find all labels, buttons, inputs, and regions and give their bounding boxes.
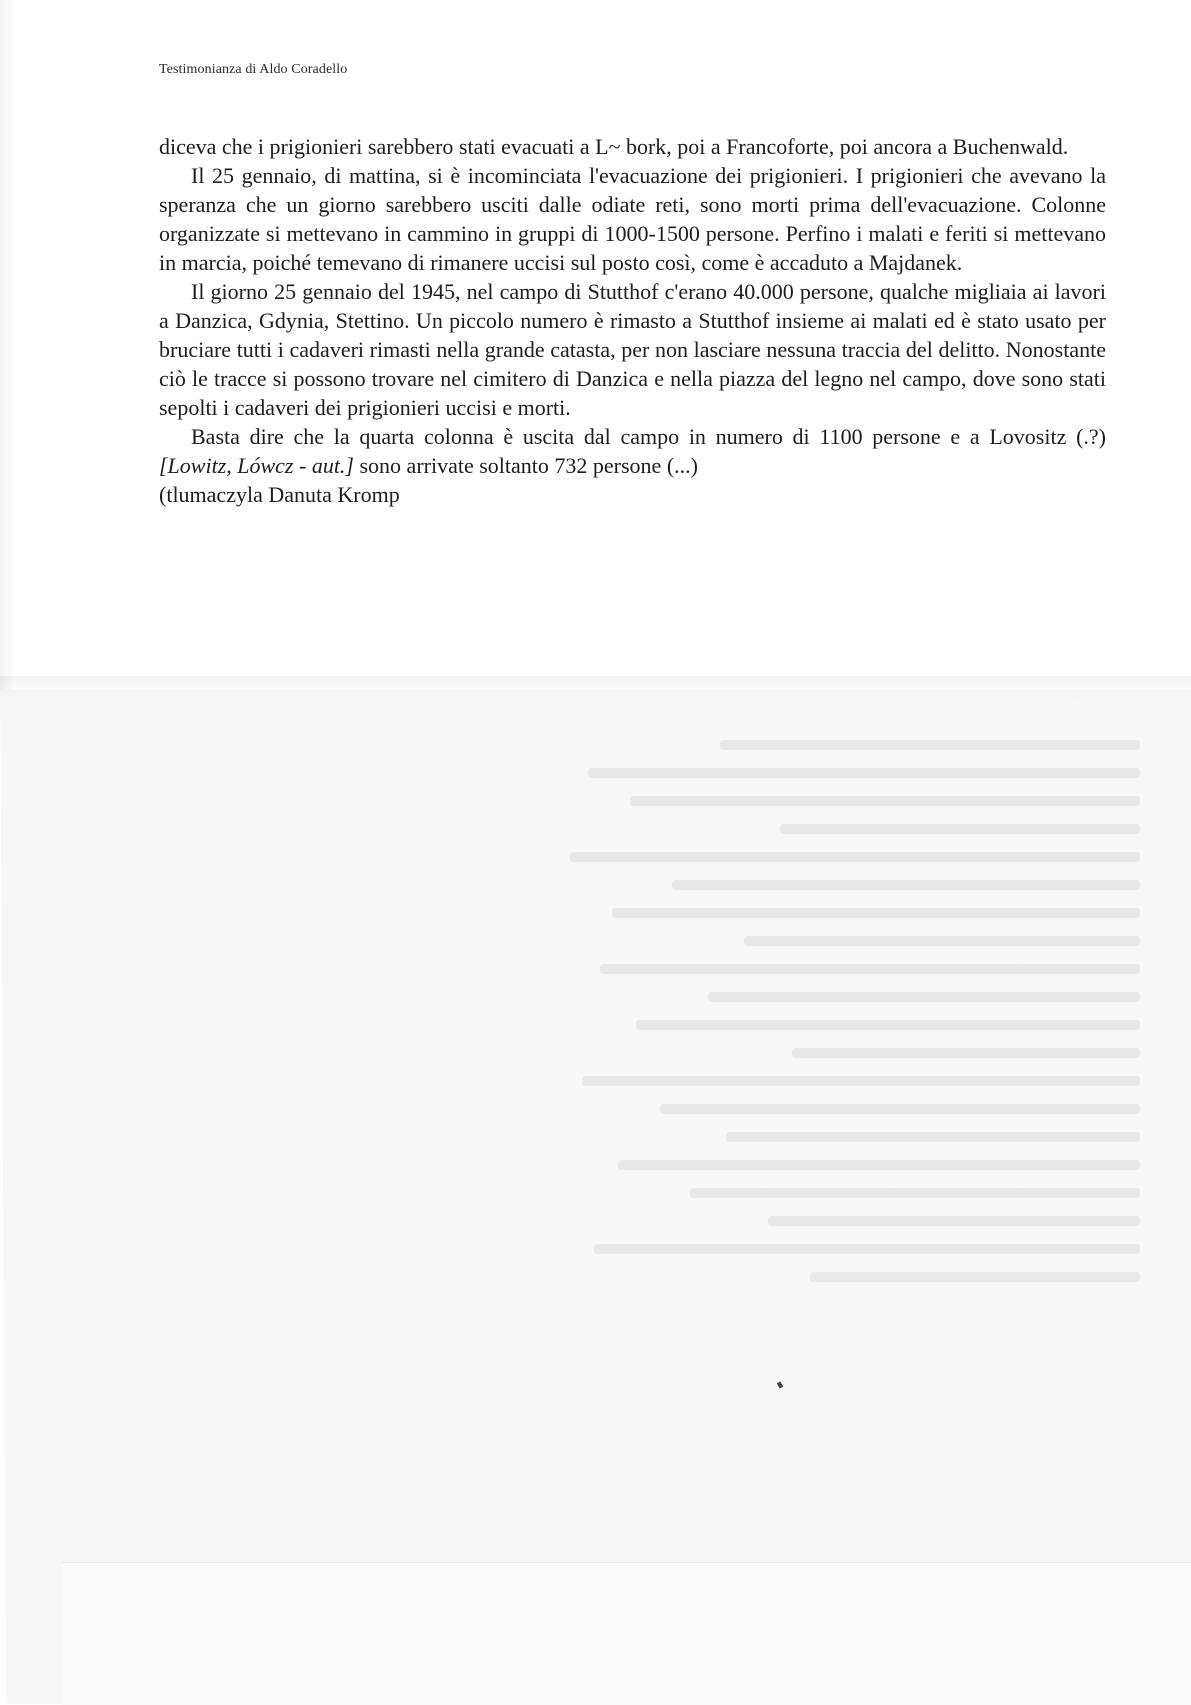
page-edge-shading xyxy=(0,0,14,690)
paragraph-continuation: diceva che i prigionieri sarebbero stati evacuati a L~ bork, poi a Francoforte, poi ancora a Buchenwald. xyxy=(159,134,1069,159)
paragraph-last xyxy=(159,422,1106,480)
page-overlap-shadow xyxy=(0,676,1191,698)
lower-page-fold xyxy=(62,1562,1191,1705)
paragraph: Il 25 gennaio, di mattina, si è incominciata l'evacuazione dei prigionieri. I prigionieri che avevano la speranza che un giorno sarebbero usciti dalle odiate reti, sono morti prima dell'evacuazione. Colonne organizzate si mettevano in cammino in gruppi di 1000-1500 persone. Perfino i malati e feriti si mettevano in marcia, poiché temevano di rimanere uccisi sul posto così, come è accaduto a Majdanek. xyxy=(159,163,1106,275)
bleed-through-text xyxy=(540,740,1140,1520)
document-body xyxy=(159,132,1106,509)
translator-credit: (tlumaczyla Danuta Kromp xyxy=(159,482,400,507)
paragraph-text: sono arrivate soltanto 732 persone (...) xyxy=(354,453,698,478)
running-header: Testimonianza di Aldo Coradello xyxy=(159,62,348,77)
document-page xyxy=(0,0,1191,690)
author-note: [Lowitz, Lówcz - aut.] xyxy=(159,453,354,478)
paragraph: Il giorno 25 gennaio del 1945, nel campo di Stutthof c'erano 40.000 persone, qualche migliaia ai lavori a Danzica, Gdynia, Stettino. Un piccolo numero è rimasto a Stutthof insieme ai malati ed è stato usato per bruciare tutti i cadaveri rimasti nella grande catasta, per non lasciare nessuna traccia del delitto. Nonostante ciò le tracce si possono trovare nel cimitero di Danzica e nella piazza del legno nel campo, dove sono stati sepolti i cadaveri dei prigionieri uccisi e morti. xyxy=(159,279,1106,420)
paragraph-text: Basta dire che la quarta colonna è uscita dal campo in numero di 1100 persone e a Lovositz (.?) xyxy=(191,424,1106,449)
